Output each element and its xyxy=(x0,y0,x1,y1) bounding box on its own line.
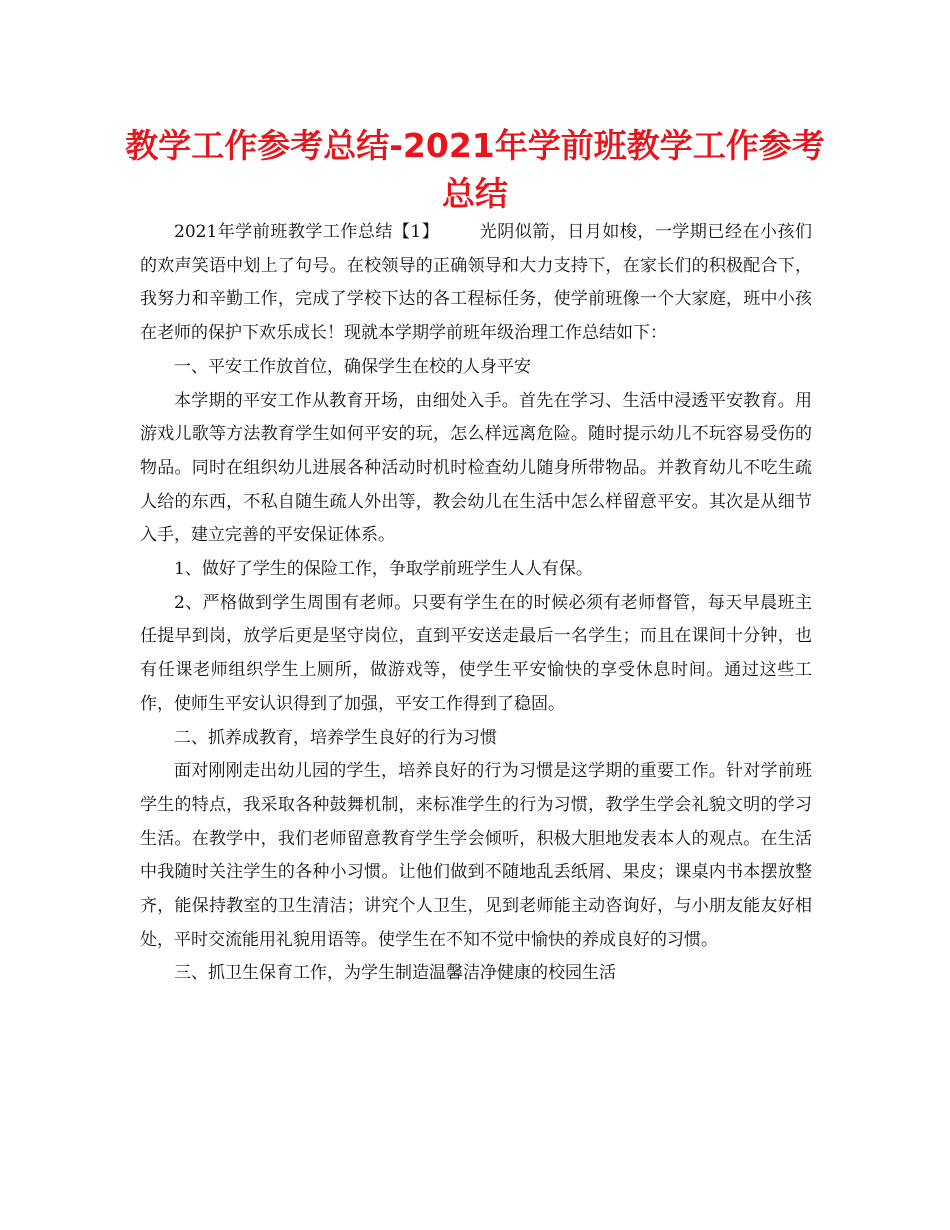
intro-paragraph xyxy=(140,216,812,351)
document-body xyxy=(140,216,812,991)
section-heading-3: 三、抓卫生保育工作，为学生制造温馨洁净健康的校园生活 xyxy=(174,963,616,984)
list-item-1: 1、做好了学生的保险工作，争取学前班学生人人有保。 xyxy=(174,559,593,580)
intro-heading: 2021年学前班教学工作总结【1】 xyxy=(174,222,440,242)
document-title: 教学工作参考总结-2021年学前班教学工作参考总结 xyxy=(125,126,825,213)
paragraph: 面对刚刚走出幼儿园的学生，培养良好的行为习惯是这学期的重要工作。针对学前班学生的特点，我采取各种鼓舞机制，来标准学生的行为习惯，教学生学会礼貌文明的学习生活。在教学中，我们老师留意教育学生学会倾听，积极大胆地发表本人的观点。在生活中我随时关注学生的各种小习惯。让他们做到不随地乱丢纸屑、果皮；课桌内书本摆放整齐，能保持教室的卫生清洁；讲究个人卫生，见到老师能主动咨询好，与小朋友能友好相处，平时交流能用礼貌用语等。使学生在不知不觉中愉快的养成良好的习惯。 xyxy=(140,761,812,950)
paragraph: 本学期的平安工作从教育开场，由细处入手。首先在学习、生活中浸透平安教育。用游戏儿歌等方法教育学生如何平安的玩，怎么样远离危险。随时提示幼儿不玩容易受伤的物品。同时在组织幼儿进展各种活动时机时检查幼儿随身所带物品。并教育幼儿不吃生疏人给的东西，不私自随生疏人外出等，教会幼儿在生活中怎么样留意平安。其次是从细节入手，建立完善的平安保证体系。 xyxy=(140,390,812,546)
section-heading-2: 二、抓养成教育，培养学生良好的行为习惯 xyxy=(174,727,497,748)
paragraph-text: 光阴似箭，日月如梭，一学期已经在小孩们的欢声笑语中划上了句号。在校领导的正确领导和大力支持下，在家长们的积极配合下，我努力和辛勤工作，完成了学校下达的各工程标任务，使学前班像一个大家庭，班中小孩在老师的保护下欢乐成长！现就本学期学前班年级治理工作总结如下： xyxy=(140,222,812,344)
list-item-2: 2、严格做到学生周围有老师。只要有学生在的时候必须有老师督管，每天早晨班主任提早到岗，放学后更是坚守岗位，直到平安送走最后一名学生；而且在课间十分钟，也有任课老师组织学生上厕所，做游戏等，使学生平安愉快的享受休息时间。通过这些工作，使师生平安认识得到了加强，平安工作得到了稳固。 xyxy=(140,592,812,714)
section-heading-1: 一、平安工作放首位，确保学生在校的人身平安 xyxy=(174,356,531,377)
